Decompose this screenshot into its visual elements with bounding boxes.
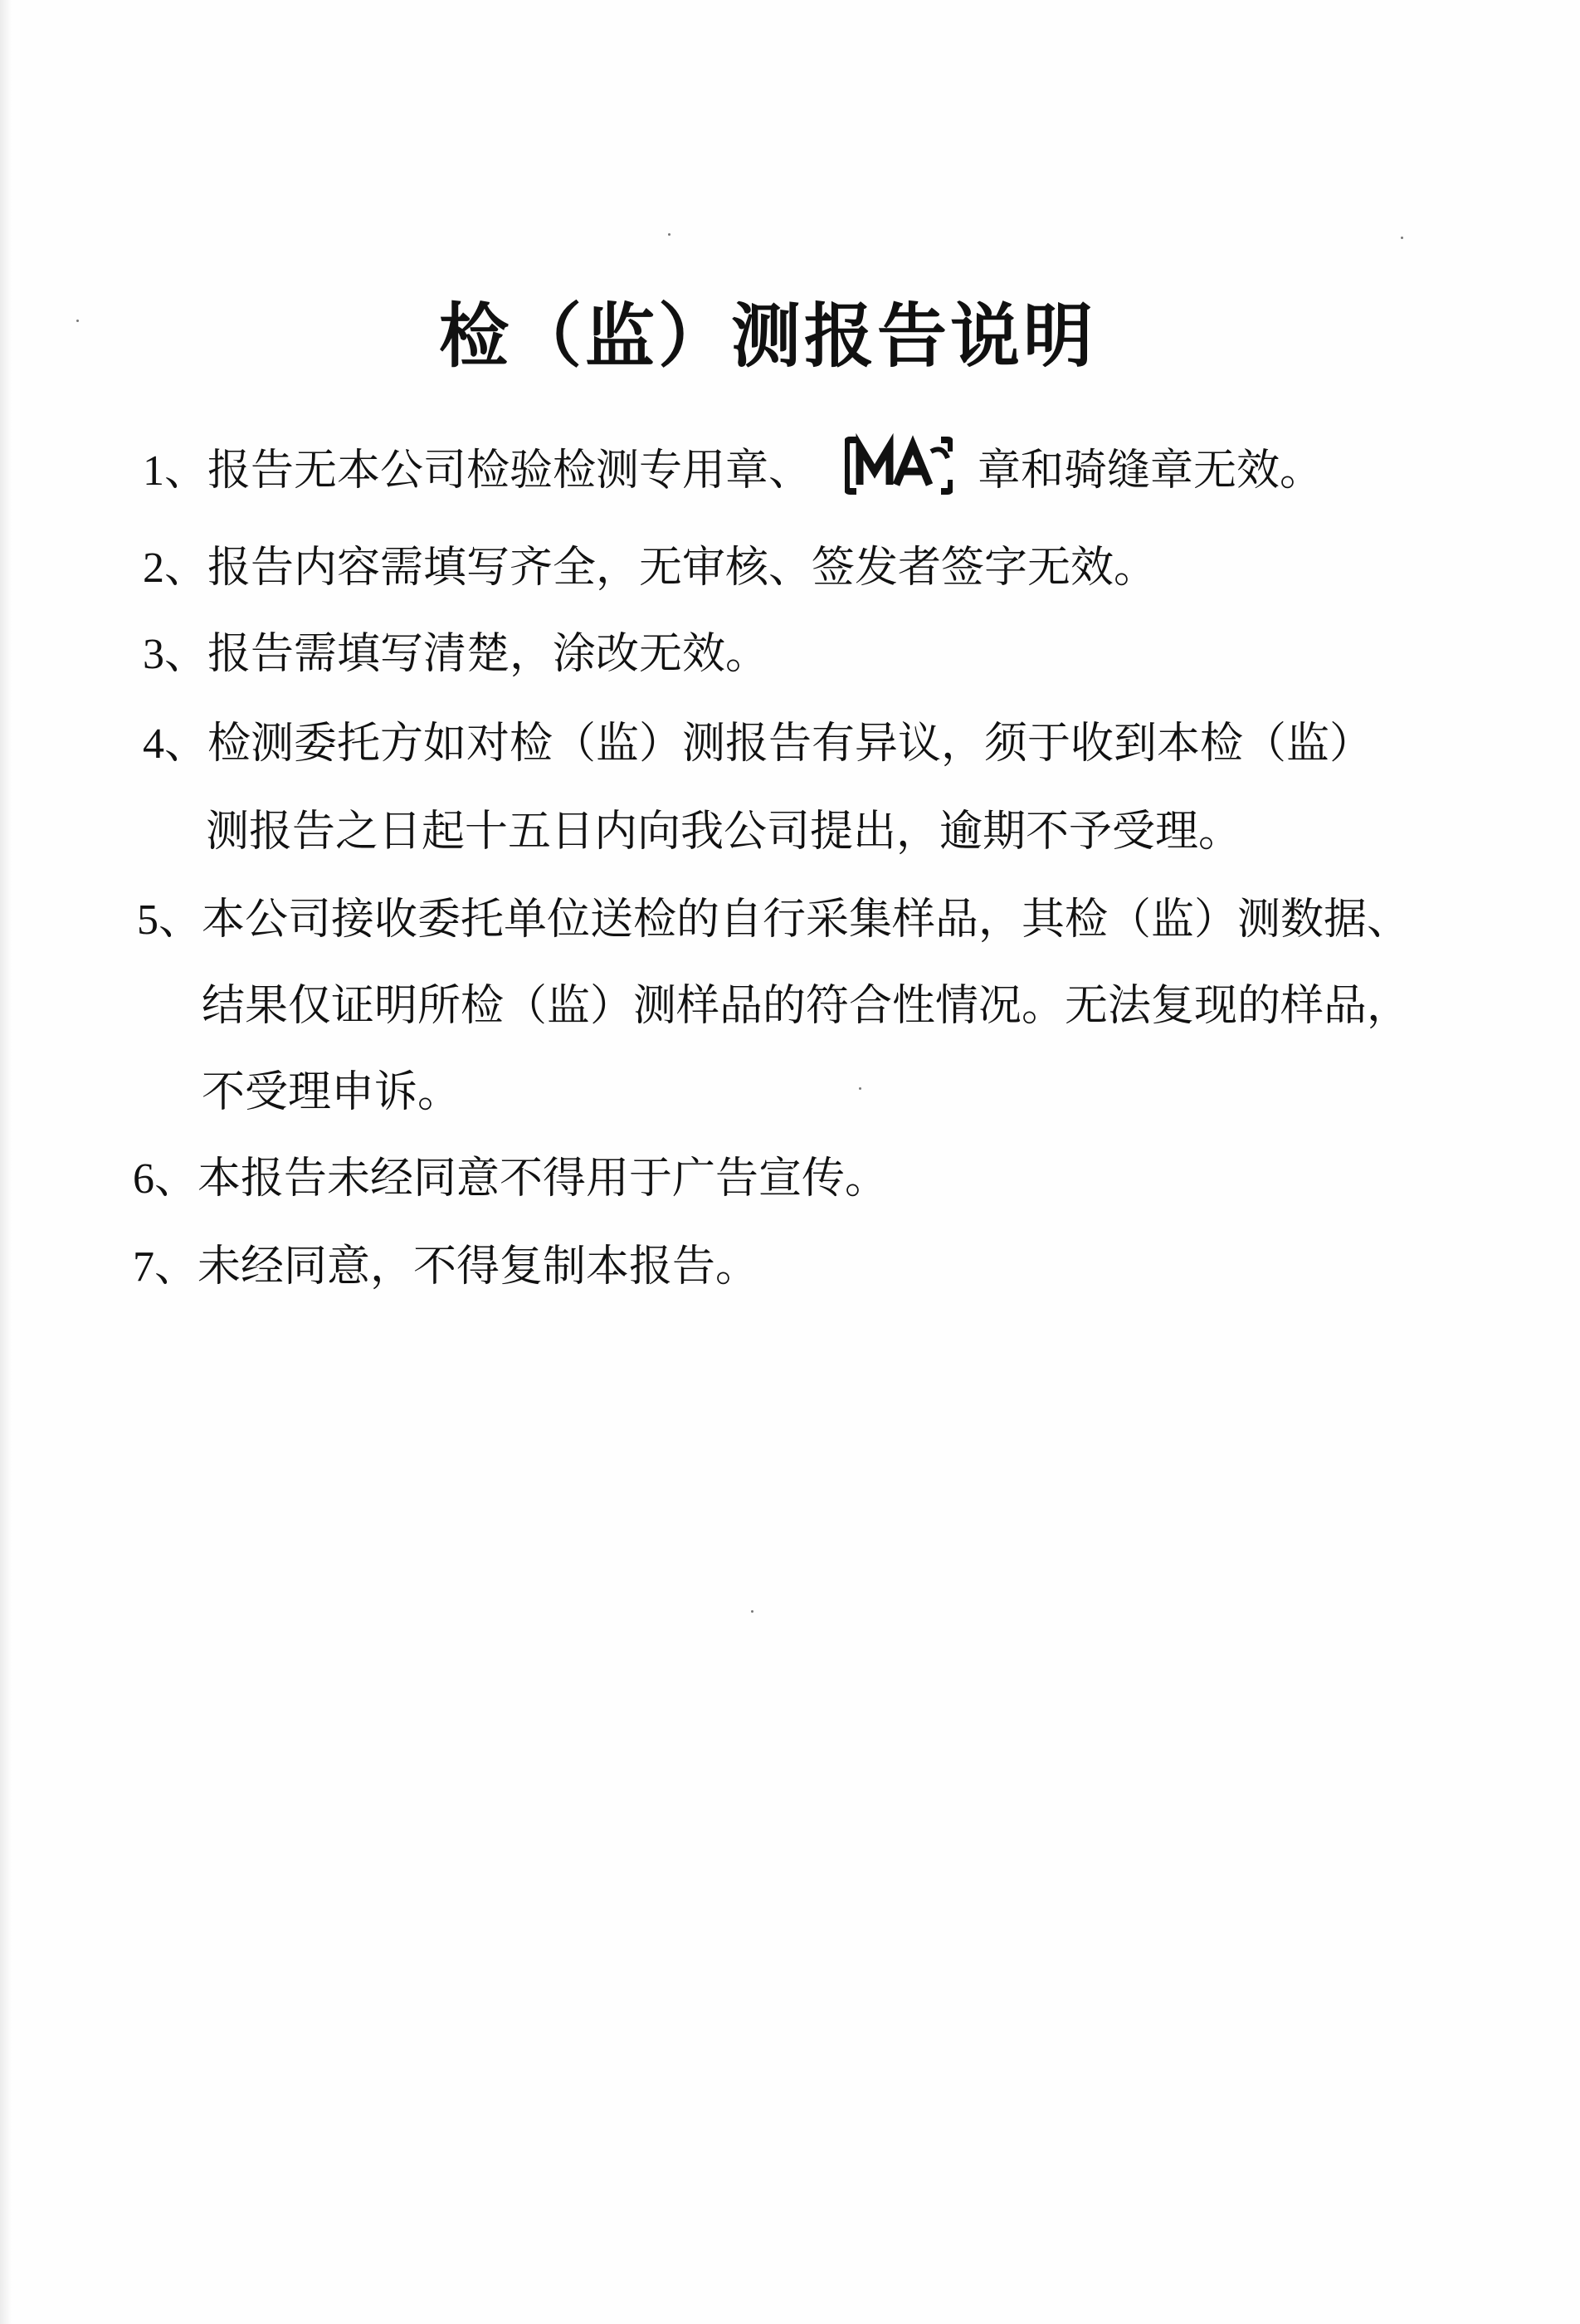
list-item-7 [133, 1237, 758, 1297]
scan-speck [668, 233, 671, 236]
item-number: 5 [137, 896, 158, 944]
item-text-after-mark: 章和骑缝章无效。 [978, 446, 1324, 496]
item-number: 7 [133, 1243, 154, 1291]
item-text: 、报告无本公司检验检测专用章、 [164, 446, 812, 496]
scan-speck [751, 1610, 753, 1613]
item-text-line: 结果仅证明所检（监）测样品的符合性情况。无法复现的样品， [202, 981, 1411, 1031]
list-item-4 [143, 714, 1373, 774]
page-title: 检（监）测报告说明 [438, 295, 1096, 377]
list-item-3 [143, 624, 768, 685]
item-text: 、未经同意，不得复制本报告。 [154, 1242, 759, 1291]
scan-speck [859, 1087, 861, 1090]
item-text-line: 不受理申诉。 [202, 1067, 461, 1117]
list-item-5 [137, 890, 1410, 950]
list-item-5-continuation [202, 1062, 461, 1122]
item-text: 、本报告未经同意不得用于广告宣传。 [154, 1154, 889, 1204]
item-text: 、报告需填写清楚，涂改无效。 [164, 629, 769, 679]
item-text-line: 、检测委托方如对检（监）测报告有异议，须于收到本检（监） [164, 719, 1373, 769]
item-number: 4 [143, 720, 164, 768]
item-number: 3 [143, 631, 164, 678]
list-item-2 [143, 538, 1157, 598]
cma-seal-icon [845, 433, 953, 514]
item-number: 2 [143, 544, 164, 592]
item-text-line: 测报告之日起十五日内向我公司提出，逾期不予受理。 [206, 807, 1242, 857]
list-item-1 [143, 433, 1323, 514]
item-number: 6 [133, 1155, 154, 1203]
item-number: 1 [143, 447, 164, 495]
list-item-4-continuation [206, 802, 1241, 862]
list-item-5-continuation [202, 976, 1410, 1036]
list-item-6 [133, 1149, 888, 1209]
item-text-line: 、本公司接收委托单位送检的自行采集样品，其检（监）测数据、 [158, 895, 1411, 945]
scan-speck [1401, 237, 1403, 239]
item-text: 、报告内容需填写齐全，无审核、签发者签字无效。 [164, 543, 1158, 593]
